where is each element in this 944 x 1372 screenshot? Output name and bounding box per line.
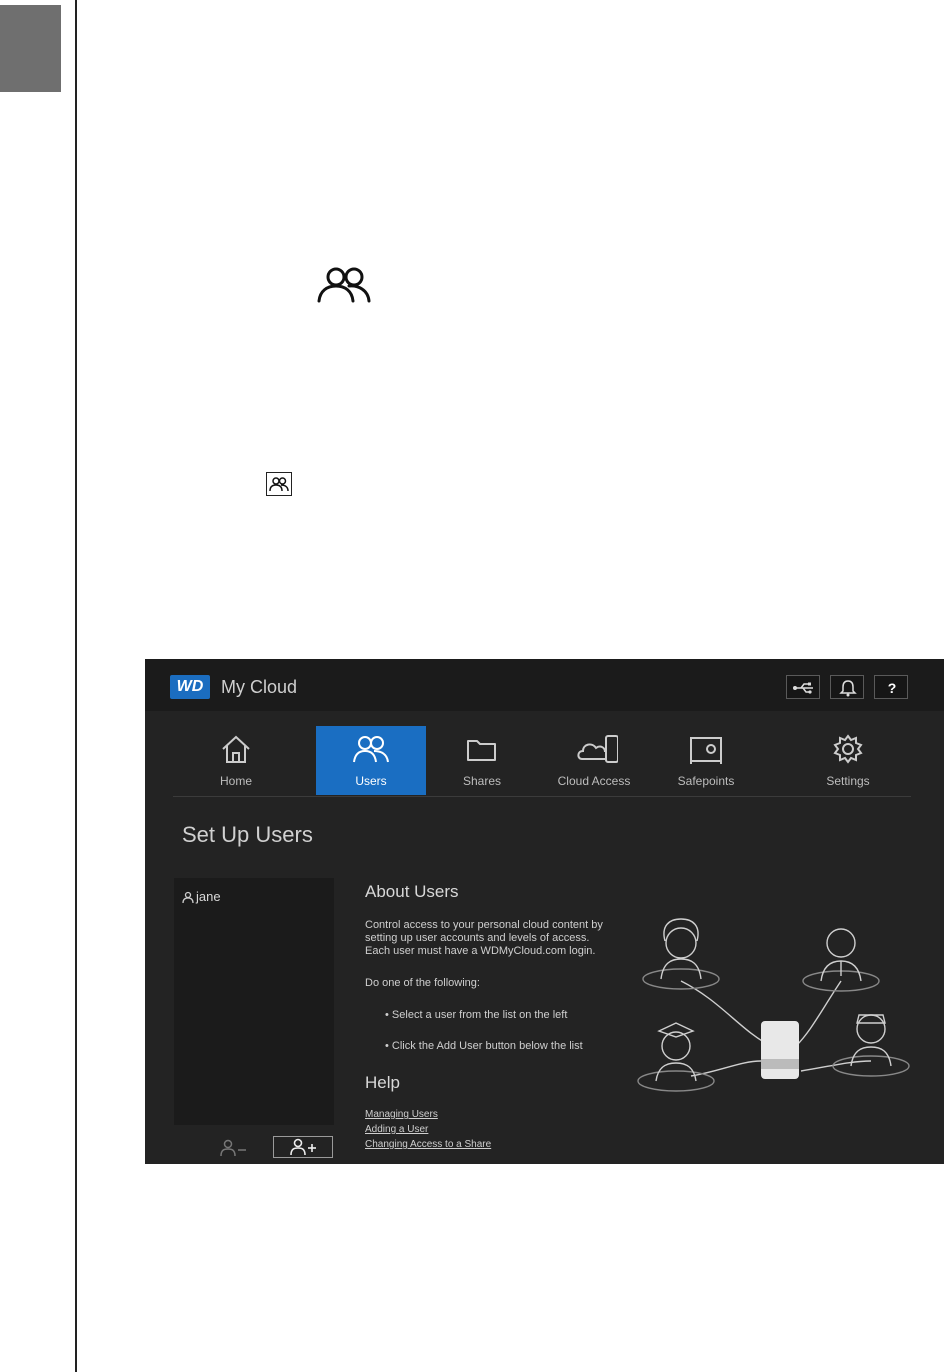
nav-cloud-access[interactable] (539, 726, 649, 795)
users-illustration (621, 911, 931, 1151)
my-cloud-screenshot (145, 659, 944, 1164)
nav-label-safepoints: Safepoints (677, 774, 735, 788)
help-link-managing-users[interactable]: Managing Users (365, 1109, 438, 1120)
gear-icon (830, 733, 866, 765)
nav-shares[interactable] (427, 726, 537, 795)
app-title: My Cloud (221, 677, 298, 697)
about-description (365, 919, 615, 958)
nav-safepoints[interactable] (651, 726, 761, 795)
remove-user-button[interactable] (219, 1137, 249, 1159)
about-line: Control access to your personal cloud content by (365, 919, 603, 931)
nav-label-cloud-access: Cloud Access (557, 774, 631, 788)
nav-label-shares: Shares (462, 774, 502, 788)
nav-users[interactable] (316, 726, 426, 795)
notifications-button[interactable] (830, 675, 864, 699)
help-link-adding-user[interactable]: Adding a User (365, 1124, 429, 1135)
users-icon (316, 264, 372, 304)
safe-icon (688, 733, 724, 765)
about-line: Each user must have a WDMyCloud.com login. (365, 945, 596, 957)
about-instruction: Do one of the following: (365, 977, 480, 989)
add-user-button[interactable] (273, 1136, 333, 1158)
nav-label-home: Home (219, 774, 252, 788)
user-list-item[interactable] (182, 889, 221, 904)
cloud-device-icon (570, 733, 618, 765)
top-bar (145, 659, 944, 711)
wd-logo: WD (170, 675, 210, 699)
home-icon (218, 733, 254, 765)
user-name: jane (196, 889, 221, 904)
bell-icon (831, 676, 865, 700)
about-users-heading: About Users (365, 882, 459, 901)
help-heading: Help (365, 1073, 400, 1092)
help-icon: ? (887, 680, 897, 696)
bullet-item: • Select a user from the list on the left (385, 1009, 568, 1021)
users-icon (353, 733, 389, 765)
nav-home[interactable] (181, 726, 291, 795)
nav-divider (173, 796, 911, 797)
margin-rule (75, 0, 77, 1372)
nav-label-users: Users (355, 774, 387, 788)
about-line: setting up user accounts and levels of access. (365, 932, 590, 944)
user-list (174, 878, 334, 1125)
folder-icon (464, 733, 500, 765)
user-icon (182, 891, 194, 903)
bullet-item: • Click the Add User button below the list (385, 1040, 583, 1052)
add-user-icon (274, 1137, 332, 1157)
nav-settings[interactable] (793, 726, 903, 795)
help-link-changing-access[interactable]: Changing Access to a Share (365, 1139, 492, 1150)
usb-icon (787, 676, 821, 700)
chapter-tab (0, 5, 61, 92)
users-icon-small (266, 472, 292, 496)
page-title: Set Up Users (182, 822, 313, 847)
help-button[interactable] (874, 675, 908, 699)
usb-button[interactable] (786, 675, 820, 699)
nav-label-settings: Settings (826, 774, 870, 788)
